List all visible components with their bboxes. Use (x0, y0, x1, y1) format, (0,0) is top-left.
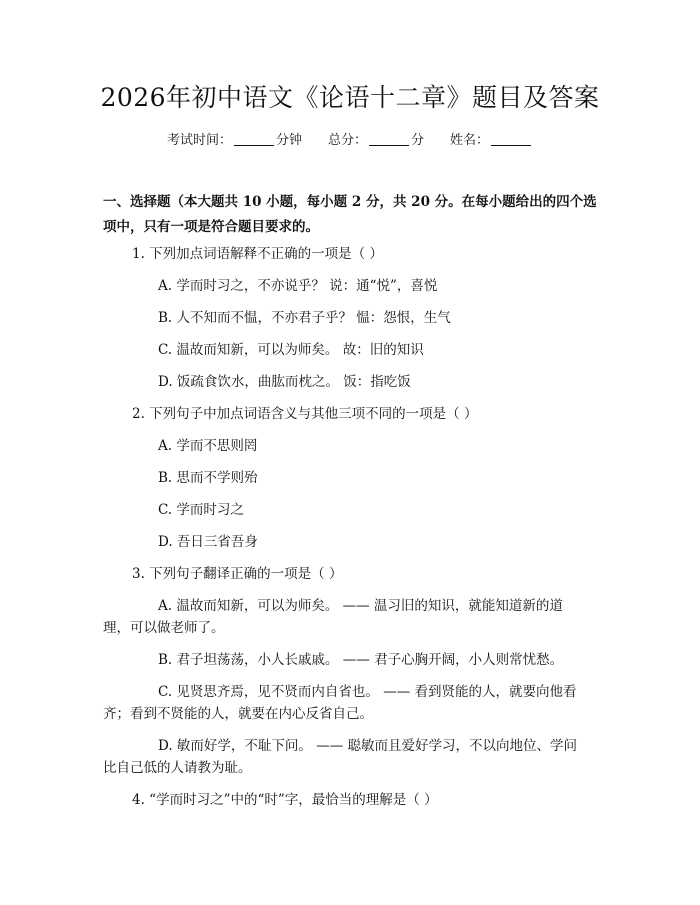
question-3-option-c-line-2: 齐；看到不贤能的人，就要在内心反省自己。 (103, 706, 373, 722)
question-2-option-c: C. 学而时习之 (158, 502, 244, 518)
question-3-stem: 3. 下列句子翻译正确的一项是（ ） (132, 566, 343, 582)
question-3-option-c-line-1: C. 见贤思齐焉，见不贤而内自省也。 —— 看到贤能的人，就要向他看 (158, 684, 577, 700)
question-3-option-d-line-2: 比自己低的人请教为耻。 (103, 760, 252, 776)
question-3-option-a-line-1: A. 温故而知新，可以为师矣。 —— 温习旧的知识，就能知道新的道 (158, 598, 563, 614)
total-score-blank (369, 132, 409, 146)
section-heading (103, 190, 598, 240)
exam-time-blank (234, 132, 274, 146)
exam-meta-line (0, 131, 700, 151)
question-2-option-b: B. 思而不学则殆 (158, 470, 258, 486)
question-3-option-b-line-1: B. 君子坦荡荡，小人长戚戚。 —— 君子心胸开阔，小人则常忧愁。 (158, 652, 564, 668)
question-3-option-a-line-2: 理，可以做老师了。 (103, 620, 225, 636)
question-1-stem: 1. 下列加点词语解释不正确的一项是（ ） (132, 246, 383, 262)
question-4-stem: 4. “学而时习之”中的“时”字，最恰当的理解是（ ） (132, 792, 438, 808)
question-1-option-c: C. 温故而知新，可以为师矣。 故：旧的知识 (158, 342, 424, 358)
name-label: 姓名： (450, 133, 490, 148)
question-2-option-a: A. 学而不思则罔 (158, 438, 258, 454)
question-1-option-b: B. 人不知而不愠，不亦君子乎？ 愠：怨恨，生气 (158, 310, 451, 326)
exam-time-unit: 分钟 (275, 133, 302, 148)
question-1-option-a: A. 学而时习之，不亦说乎？ 说：通“悦”，喜悦 (158, 278, 438, 294)
total-score-label: 总分： (327, 133, 367, 148)
name-blank (491, 132, 531, 146)
total-score-unit: 分 (411, 133, 425, 148)
question-2-option-d: D. 吾日三省吾身 (158, 534, 258, 550)
page-title: 2026年初中语文《论语十二章》题目及答案 (100, 83, 600, 112)
question-3-option-d-line-1: D. 敏而好学，不耻下问。 —— 聪敏而且爱好学习，不以向地位、学问 (158, 738, 578, 754)
section-heading-line-1: 一、选择题（本大题共 10 小题，每小题 2 分，共 20 分。在每小题给出的四个选 (103, 194, 597, 210)
exam-time-label: 考试时间： (166, 133, 232, 148)
section-heading-line-2: 项中，只有一项是符合题目要求的。 (103, 219, 319, 235)
question-2-stem: 2. 下列句子中加点词语含义与其他三项不同的一项是（ ） (132, 406, 478, 422)
question-1-option-d: D. 饭疏食饮水，曲肱而枕之。 饭：指吃饭 (158, 374, 411, 390)
